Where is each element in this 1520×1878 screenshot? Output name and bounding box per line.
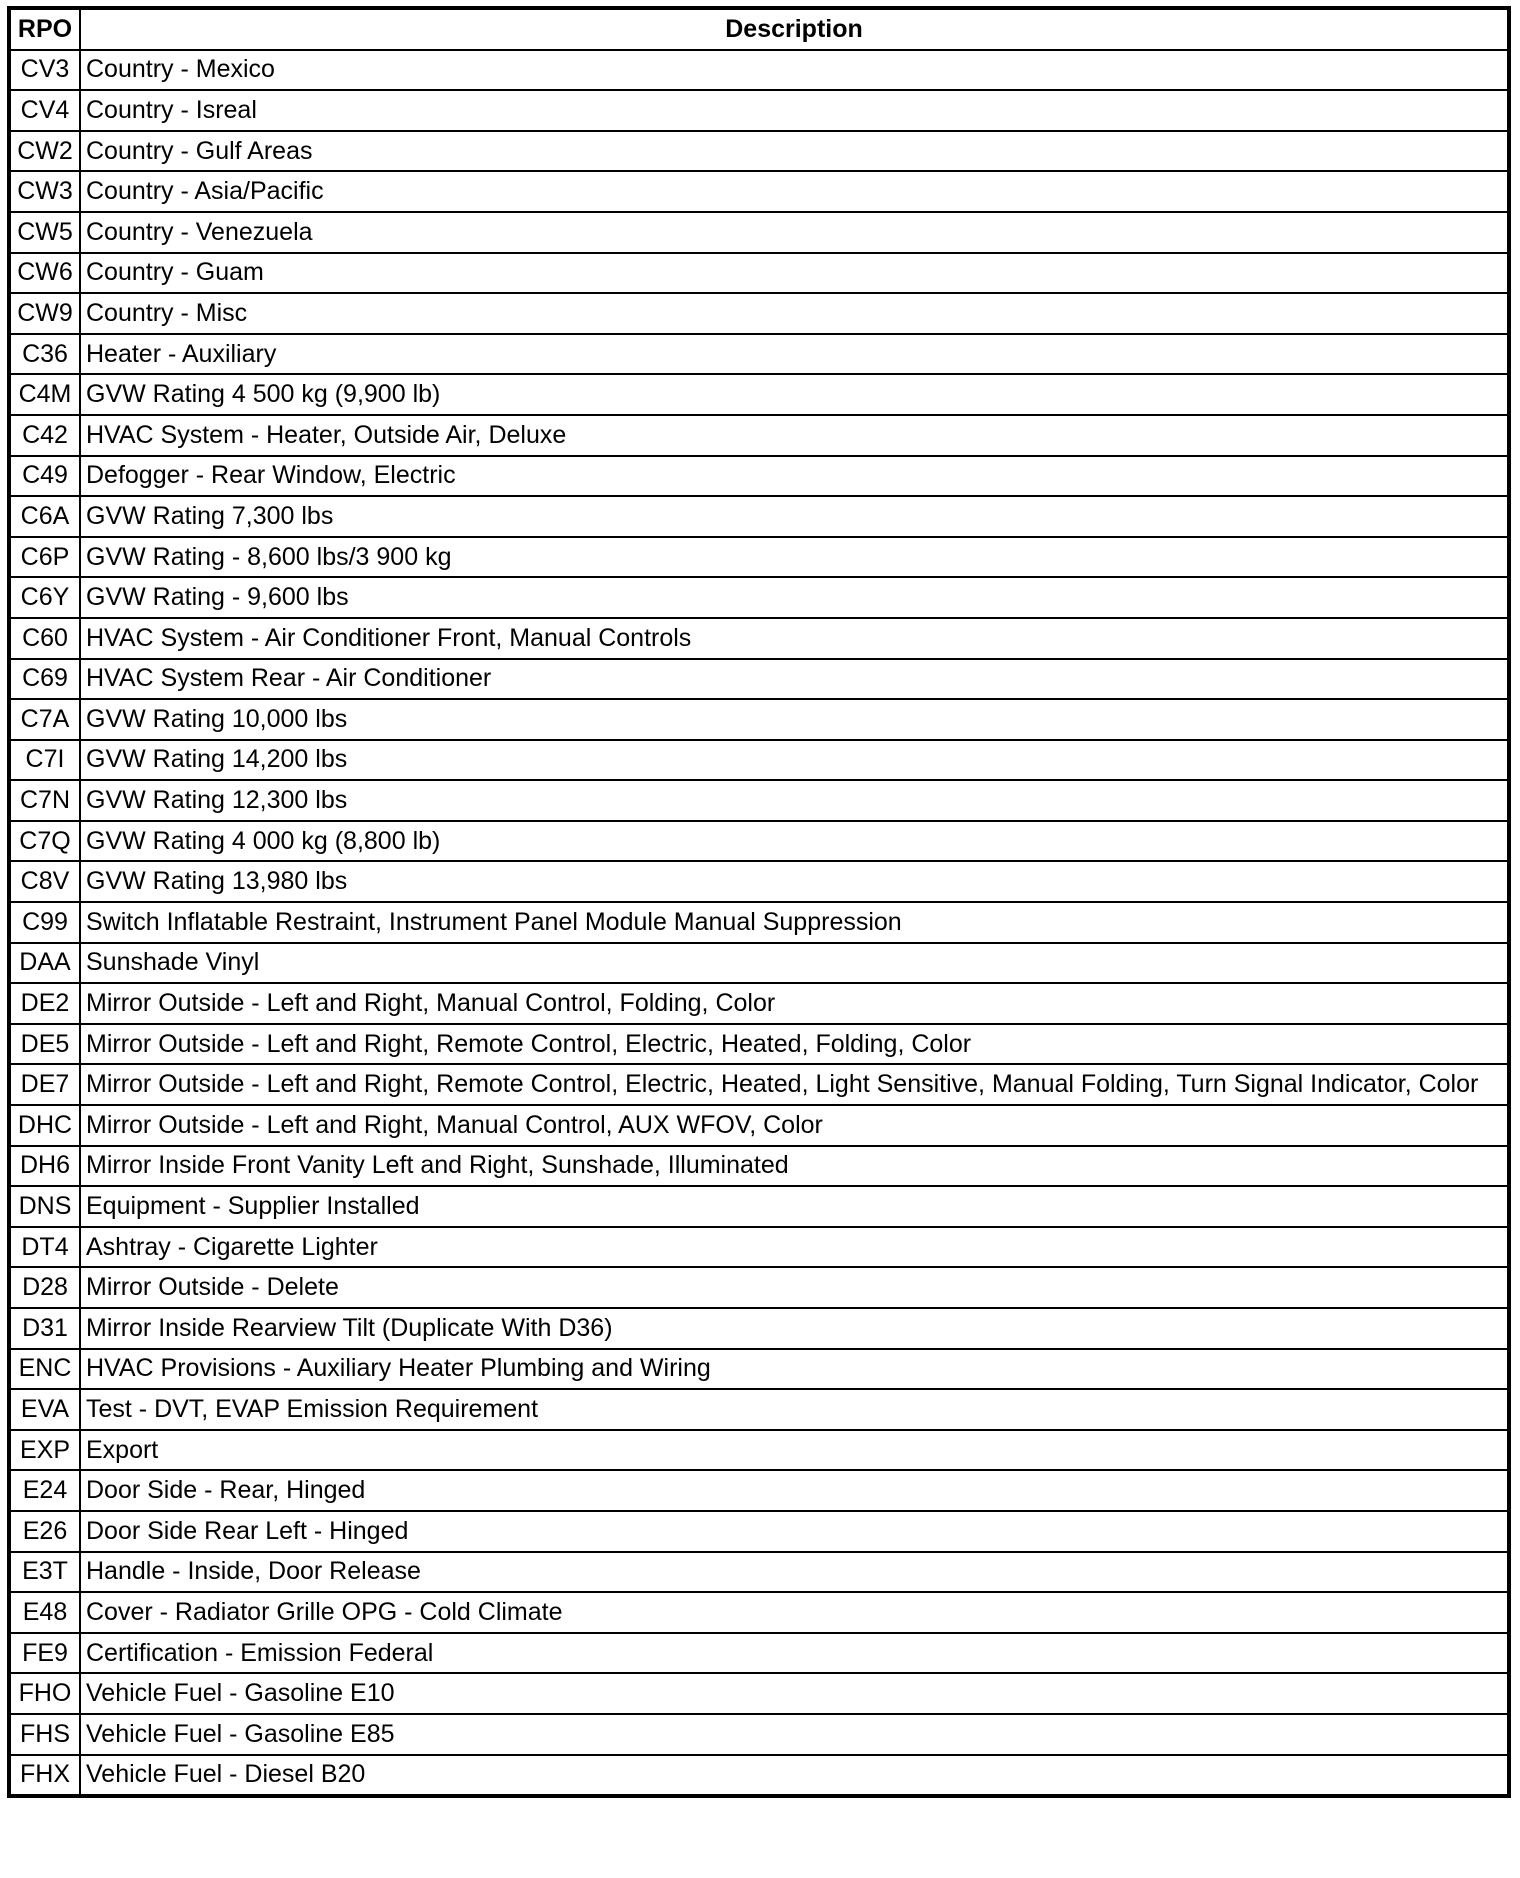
table-row bbox=[9, 334, 1509, 375]
rpo-description: Vehicle Fuel - Gasoline E85 bbox=[80, 1714, 1509, 1755]
rpo-column-header: RPO bbox=[9, 8, 80, 50]
rpo-description: Sunshade Vinyl bbox=[80, 943, 1509, 984]
table-row bbox=[9, 90, 1509, 131]
rpo-description: Mirror Outside - Left and Right, Remote Control, Electric, Heated, Folding, Color bbox=[80, 1024, 1509, 1065]
rpo-description: HVAC Provisions - Auxiliary Heater Plumbing and Wiring bbox=[80, 1349, 1509, 1390]
rpo-code: C6P bbox=[9, 537, 80, 578]
table-row bbox=[9, 740, 1509, 781]
rpo-description: Mirror Outside - Delete bbox=[80, 1267, 1509, 1308]
table-row bbox=[9, 1470, 1509, 1511]
table-row bbox=[9, 618, 1509, 659]
table-row bbox=[9, 1227, 1509, 1268]
rpo-description: Vehicle Fuel - Diesel B20 bbox=[80, 1755, 1509, 1797]
table-row bbox=[9, 293, 1509, 334]
rpo-description: GVW Rating 13,980 lbs bbox=[80, 861, 1509, 902]
rpo-code: D28 bbox=[9, 1267, 80, 1308]
rpo-code: EVA bbox=[9, 1389, 80, 1430]
rpo-description: HVAC System - Heater, Outside Air, Deluxe bbox=[80, 415, 1509, 456]
table-row bbox=[9, 1267, 1509, 1308]
rpo-code: DE2 bbox=[9, 983, 80, 1024]
table-row bbox=[9, 1673, 1509, 1714]
rpo-code: C4M bbox=[9, 374, 80, 415]
table-row bbox=[9, 1105, 1509, 1146]
rpo-description: Ashtray - Cigarette Lighter bbox=[80, 1227, 1509, 1268]
rpo-code: E3T bbox=[9, 1552, 80, 1593]
table-row bbox=[9, 821, 1509, 862]
rpo-description: Mirror Inside Rearview Tilt (Duplicate With D36) bbox=[80, 1308, 1509, 1349]
header-row bbox=[9, 8, 1509, 50]
rpo-description: Mirror Outside - Left and Right, Manual Control, Folding, Color bbox=[80, 983, 1509, 1024]
table-body bbox=[9, 50, 1509, 1797]
rpo-code: FHS bbox=[9, 1714, 80, 1755]
rpo-code: ENC bbox=[9, 1349, 80, 1390]
rpo-code: DE7 bbox=[9, 1064, 80, 1105]
table-row bbox=[9, 780, 1509, 821]
table-row bbox=[9, 1389, 1509, 1430]
rpo-code: C36 bbox=[9, 334, 80, 375]
rpo-table bbox=[7, 6, 1511, 1798]
rpo-description: GVW Rating 14,200 lbs bbox=[80, 740, 1509, 781]
table-row bbox=[9, 659, 1509, 700]
rpo-code: FHX bbox=[9, 1755, 80, 1797]
rpo-code: C42 bbox=[9, 415, 80, 456]
table-row bbox=[9, 699, 1509, 740]
table-row bbox=[9, 983, 1509, 1024]
table-row bbox=[9, 171, 1509, 212]
rpo-code: DH6 bbox=[9, 1146, 80, 1187]
rpo-description: GVW Rating 12,300 lbs bbox=[80, 780, 1509, 821]
rpo-description: HVAC System - Air Conditioner Front, Manual Controls bbox=[80, 618, 1509, 659]
rpo-description: Door Side - Rear, Hinged bbox=[80, 1470, 1509, 1511]
table-row bbox=[9, 577, 1509, 618]
rpo-description: Cover - Radiator Grille OPG - Cold Climate bbox=[80, 1592, 1509, 1633]
rpo-description: Certification - Emission Federal bbox=[80, 1633, 1509, 1674]
rpo-code: C60 bbox=[9, 618, 80, 659]
rpo-code: C7Q bbox=[9, 821, 80, 862]
table-row bbox=[9, 902, 1509, 943]
rpo-code: E48 bbox=[9, 1592, 80, 1633]
table-row bbox=[9, 943, 1509, 984]
rpo-description: Mirror Outside - Left and Right, Remote Control, Electric, Heated, Light Sensitive, Manual Folding, Turn Signal Indicator, Color bbox=[80, 1064, 1509, 1105]
rpo-code: CV3 bbox=[9, 50, 80, 91]
rpo-description: Country - Misc bbox=[80, 293, 1509, 334]
rpo-description: Country - Mexico bbox=[80, 50, 1509, 91]
rpo-description: HVAC System Rear - Air Conditioner bbox=[80, 659, 1509, 700]
table-row bbox=[9, 1024, 1509, 1065]
rpo-code: E24 bbox=[9, 1470, 80, 1511]
rpo-description: GVW Rating - 8,600 lbs/3 900 kg bbox=[80, 537, 1509, 578]
table-row bbox=[9, 1146, 1509, 1187]
rpo-description: GVW Rating - 9,600 lbs bbox=[80, 577, 1509, 618]
rpo-description: Switch Inflatable Restraint, Instrument Panel Module Manual Suppression bbox=[80, 902, 1509, 943]
rpo-description: Export bbox=[80, 1430, 1509, 1471]
rpo-code: FHO bbox=[9, 1673, 80, 1714]
rpo-code: C7I bbox=[9, 740, 80, 781]
rpo-code: C6A bbox=[9, 496, 80, 537]
rpo-code: C7A bbox=[9, 699, 80, 740]
rpo-description: GVW Rating 4 000 kg (8,800 lb) bbox=[80, 821, 1509, 862]
rpo-description: Test - DVT, EVAP Emission Requirement bbox=[80, 1389, 1509, 1430]
description-column-header: Description bbox=[80, 8, 1509, 50]
table-row bbox=[9, 212, 1509, 253]
rpo-code: C8V bbox=[9, 861, 80, 902]
rpo-description: GVW Rating 4 500 kg (9,900 lb) bbox=[80, 374, 1509, 415]
table-row bbox=[9, 1755, 1509, 1797]
rpo-description: Heater - Auxiliary bbox=[80, 334, 1509, 375]
rpo-code: CV4 bbox=[9, 90, 80, 131]
table-row bbox=[9, 253, 1509, 294]
rpo-code: CW5 bbox=[9, 212, 80, 253]
rpo-code: DNS bbox=[9, 1186, 80, 1227]
rpo-code: C49 bbox=[9, 456, 80, 497]
rpo-code: DT4 bbox=[9, 1227, 80, 1268]
rpo-code: EXP bbox=[9, 1430, 80, 1471]
table-row bbox=[9, 1308, 1509, 1349]
table-row bbox=[9, 456, 1509, 497]
table-row bbox=[9, 1552, 1509, 1593]
rpo-code: E26 bbox=[9, 1511, 80, 1552]
table-row bbox=[9, 131, 1509, 172]
rpo-description: Country - Guam bbox=[80, 253, 1509, 294]
rpo-code: C69 bbox=[9, 659, 80, 700]
table-row bbox=[9, 1511, 1509, 1552]
table-row bbox=[9, 537, 1509, 578]
rpo-description: GVW Rating 10,000 lbs bbox=[80, 699, 1509, 740]
rpo-code: C99 bbox=[9, 902, 80, 943]
table-row bbox=[9, 415, 1509, 456]
table-row bbox=[9, 1430, 1509, 1471]
rpo-code: FE9 bbox=[9, 1633, 80, 1674]
table-row bbox=[9, 374, 1509, 415]
rpo-description: GVW Rating 7,300 lbs bbox=[80, 496, 1509, 537]
rpo-description: Country - Venezuela bbox=[80, 212, 1509, 253]
rpo-code: DHC bbox=[9, 1105, 80, 1146]
rpo-description: Door Side Rear Left - Hinged bbox=[80, 1511, 1509, 1552]
table-row bbox=[9, 1064, 1509, 1105]
rpo-description: Mirror Outside - Left and Right, Manual Control, AUX WFOV, Color bbox=[80, 1105, 1509, 1146]
table-row bbox=[9, 50, 1509, 91]
rpo-code: C6Y bbox=[9, 577, 80, 618]
table-row bbox=[9, 861, 1509, 902]
rpo-description: Defogger - Rear Window, Electric bbox=[80, 456, 1509, 497]
rpo-description: Country - Asia/Pacific bbox=[80, 171, 1509, 212]
rpo-code: DE5 bbox=[9, 1024, 80, 1065]
table-row bbox=[9, 496, 1509, 537]
rpo-code: CW6 bbox=[9, 253, 80, 294]
rpo-code: DAA bbox=[9, 943, 80, 984]
rpo-code: C7N bbox=[9, 780, 80, 821]
table-row bbox=[9, 1186, 1509, 1227]
rpo-description: Equipment - Supplier Installed bbox=[80, 1186, 1509, 1227]
rpo-description: Mirror Inside Front Vanity Left and Right, Sunshade, Illuminated bbox=[80, 1146, 1509, 1187]
table-row bbox=[9, 1633, 1509, 1674]
rpo-description: Country - Isreal bbox=[80, 90, 1509, 131]
rpo-description: Handle - Inside, Door Release bbox=[80, 1552, 1509, 1593]
rpo-code: CW9 bbox=[9, 293, 80, 334]
table-row bbox=[9, 1349, 1509, 1390]
rpo-description: Country - Gulf Areas bbox=[80, 131, 1509, 172]
rpo-code: CW2 bbox=[9, 131, 80, 172]
rpo-code: CW3 bbox=[9, 171, 80, 212]
rpo-description: Vehicle Fuel - Gasoline E10 bbox=[80, 1673, 1509, 1714]
table-row bbox=[9, 1714, 1509, 1755]
table-row bbox=[9, 1592, 1509, 1633]
rpo-code: D31 bbox=[9, 1308, 80, 1349]
